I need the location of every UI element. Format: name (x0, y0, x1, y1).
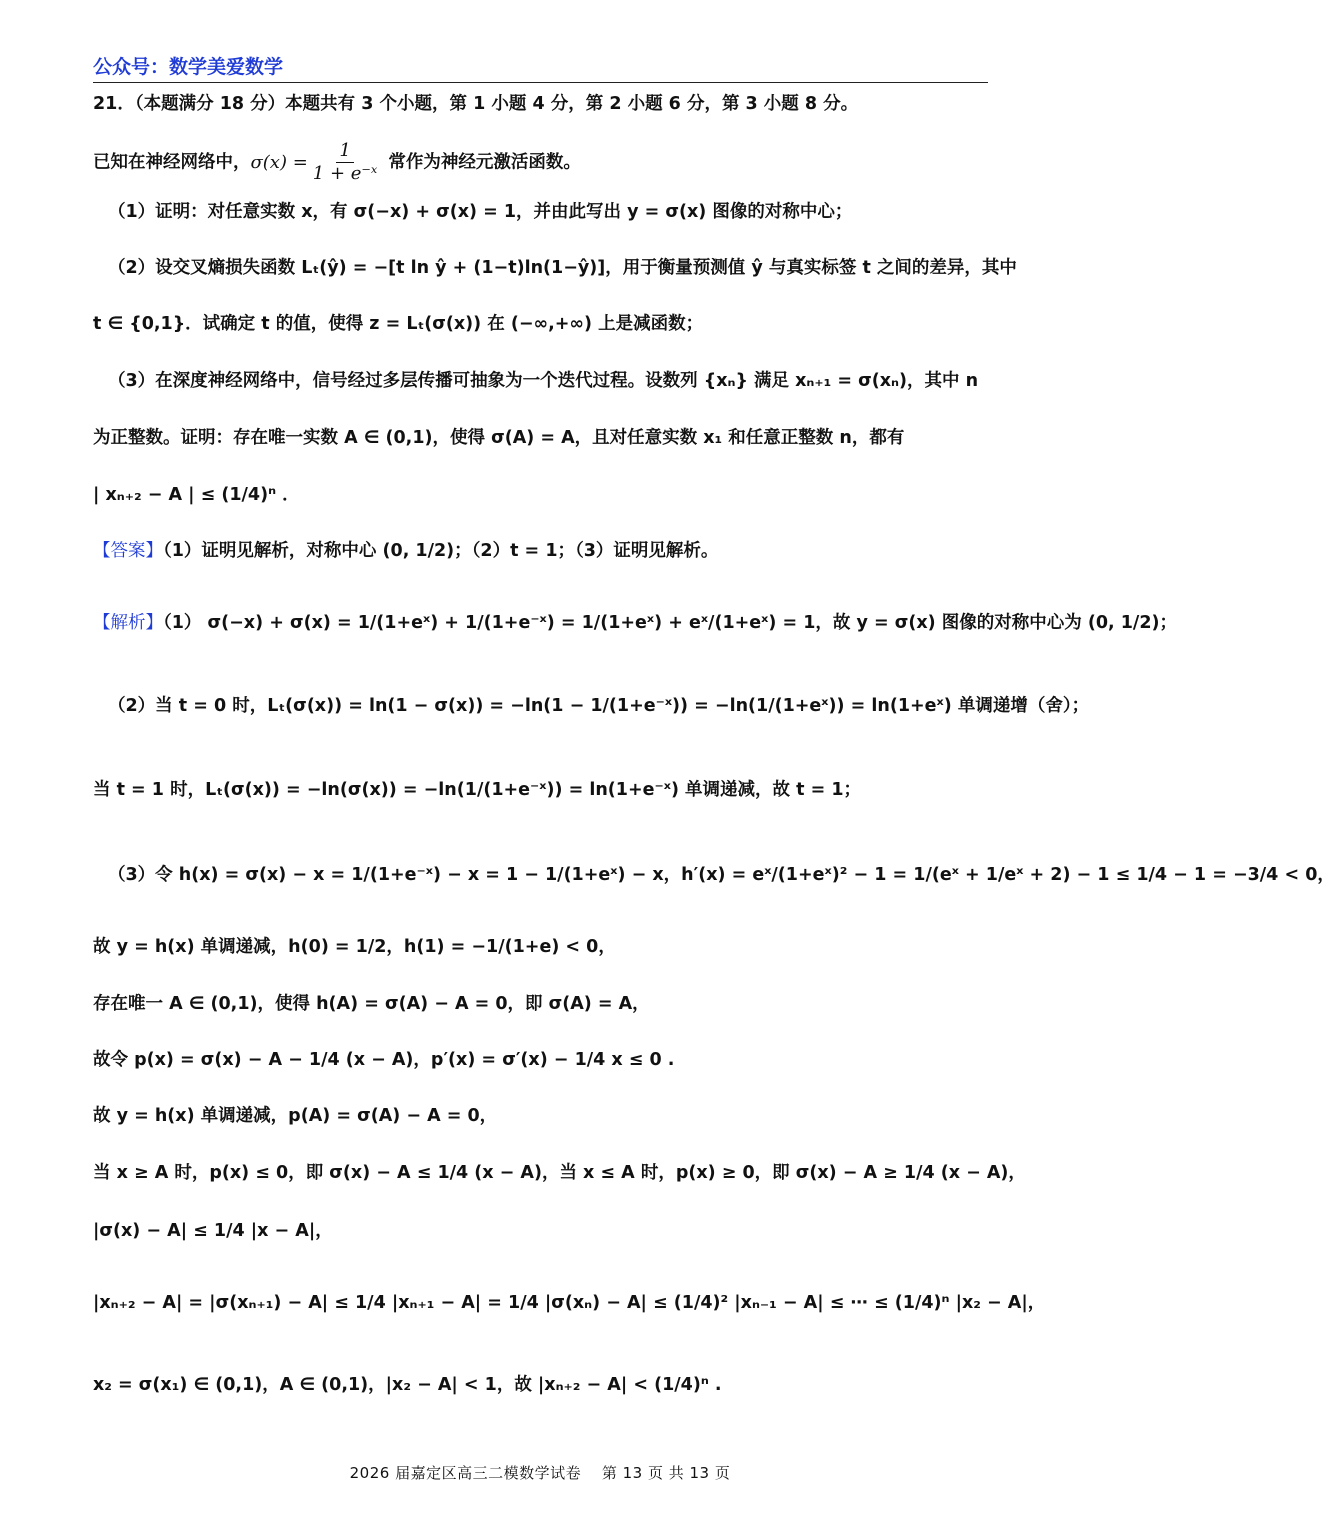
intro-frac-den: 1 + e⁻ˣ (312, 163, 378, 184)
analysis-line-8: 故 y = h(x) 单调递减，p(A) = σ(A) − A = 0， (93, 1106, 498, 1126)
problem-part1: （1）证明：对任意实数 x，有 σ(−x) + σ(x) = 1，并由此写出 y = σ(x) 图像的对称中心； (108, 202, 853, 222)
page-footer: 2026 届嘉定区高三二模数学试卷 第 13 页 共 13 页 (349, 1464, 731, 1482)
analysis-line-5: 故 y = h(x) 单调递减，h(0) = 1/2，h(1) = −1/(1+e) < 0， (93, 937, 616, 957)
problem-part3-b: 为正整数。证明：存在唯一实数 A ∈ (0,1)，使得 σ(A) = A，且对任意实数 x₁ 和任意正整数 n，都有 (93, 428, 905, 448)
analysis-line-9: 当 x ≥ A 时，p(x) ≤ 0，即 σ(x) − A ≤ 1/4 (x − A)，当 x ≤ A 时，p(x) ≥ 0，即 σ(x) − A ≥ 1/4 (x − A)， (93, 1163, 1026, 1183)
answer-tag: 【答案】 (93, 541, 163, 561)
intro-fraction (310, 140, 381, 185)
problem-part3-c: | xₙ₊₂ − A | ≤ (1/4)ⁿ ． (93, 485, 300, 505)
analysis-l1: （1） σ(−x) + σ(x) = 1/(1+eˣ) + 1/(1+e⁻ˣ) = 1/(1+eˣ) + eˣ/(1+eˣ) = 1，故 y = σ(x) 图像的对称中心为 (0, 1/2)； (163, 613, 1177, 633)
analysis-line-1 (93, 610, 1177, 636)
problem-intro (93, 140, 993, 185)
intro-sigma: σ(x) = (250, 151, 308, 173)
header-divider (93, 82, 988, 83)
analysis-line-4: （3）令 h(x) = σ(x) − x = 1/(1+e⁻ˣ) − x = 1 − 1/(1+eˣ) − x，h′(x) = eˣ/(1+eˣ)² − 1 = 1/(eˣ + 1/eˣ + 2) − 1 ≤ 1/4 − 1 = −3/4 < 0， (108, 865, 1335, 885)
intro-frac-num: 1 (336, 140, 353, 163)
problem-part2-b: t ∈ {0,1}．试确定 t 的值，使得 z = Lₜ(σ(x)) 在 (−∞,+∞) 上是减函数； (93, 314, 704, 334)
problem-heading: 21．（本题满分 18 分）本题共有 3 个小题，第 1 小题 4 分，第 2 小题 6 分，第 3 小题 8 分。 (93, 94, 859, 114)
intro-prefix: 已知在神经网络中， (93, 152, 251, 173)
answer-text: （1）证明见解析，对称中心 (0, 1/2)；（2）t = 1；（3）证明见解析。 (163, 541, 719, 561)
analysis-line-6: 存在唯一 A ∈ (0,1)，使得 h(A) = σ(A) − A = 0，即 σ(A) = A， (93, 994, 650, 1014)
analysis-line-2: （2）当 t = 0 时，Lₜ(σ(x)) = ln(1 − σ(x)) = −ln(1 − 1/(1+e⁻ˣ)) = −ln(1/(1+eˣ)) = ln(1+eˣ) 单调递增（舍）； (108, 696, 1090, 716)
intro-suffix: 常作为神经元激活函数。 (382, 152, 581, 173)
analysis-tag: 【解析】 (93, 613, 163, 633)
analysis-line-10: |σ(x) − A| ≤ 1/4 |x − A|， (93, 1221, 333, 1241)
analysis-line-3: 当 t = 1 时，Lₜ(σ(x)) = −ln(σ(x)) = −ln(1/(1+e⁻ˣ)) = ln(1+e⁻ˣ) 单调递减，故 t = 1； (93, 780, 862, 800)
answer-line (93, 538, 993, 564)
analysis-line-11: |xₙ₊₂ − A| = |σ(xₙ₊₁) − A| ≤ 1/4 |xₙ₊₁ − A| = 1/4 |σ(xₙ) − A| ≤ (1/4)² |xₙ₋₁ − A| ≤ ⋯ ≤ (1/4)ⁿ |x₂ − A|， (93, 1293, 1046, 1313)
header-title: 公众号：数学美爱数学 (93, 56, 284, 78)
problem-part2-a: （2）设交叉熵损失函数 Lₜ(ŷ) = −[t ln ŷ + (1−t)ln(1−ŷ)]，用于衡量预测值 ŷ 与真实标签 t 之间的差异，其中 (108, 258, 1017, 278)
analysis-line-7: 故令 p(x) = σ(x) − A − 1/4 (x − A)，p′(x) = σ′(x) − 1/4 x ≤ 0 . (93, 1050, 675, 1070)
problem-part3-a: （3）在深度神经网络中，信号经过多层传播可抽象为一个迭代过程。设数列 {xₙ} 满足 xₙ₊₁ = σ(xₙ)，其中 n (108, 371, 979, 391)
analysis-line-12: x₂ = σ(x₁) ∈ (0,1)，A ∈ (0,1)，|x₂ − A| < 1，故 |xₙ₊₂ − A| < (1/4)ⁿ . (93, 1375, 722, 1395)
